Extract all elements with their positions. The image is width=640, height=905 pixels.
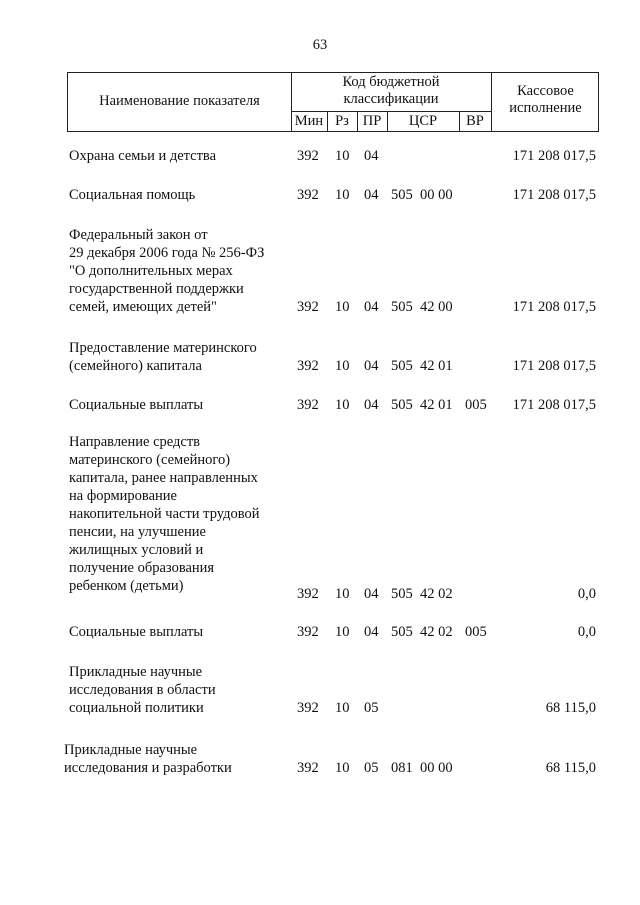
cell-min: 392 [297, 700, 319, 716]
cell-amount: 171 208 017,5 [512, 187, 596, 203]
cell-amount: 171 208 017,5 [512, 148, 596, 164]
header-amount-line: Кассовое [517, 83, 574, 99]
row-name-line: на формирование [69, 488, 177, 504]
row-name-line: ребенком (детьми) [69, 578, 184, 594]
cell-rz: 10 [335, 760, 350, 776]
header-vr: ВР [466, 113, 484, 129]
cell-csr: 505 42 01 [391, 397, 453, 413]
row-name-line: Федеральный закон от [69, 227, 208, 243]
row-name-line: Охрана семьи и детства [69, 148, 217, 164]
row-name-line: "О дополнительных мерах [69, 263, 233, 279]
cell-min: 392 [297, 187, 319, 203]
header-csr: ЦСР [408, 113, 438, 129]
cell-rz: 10 [335, 397, 350, 413]
header-name-column: Наименование показателя [99, 93, 260, 109]
cell-rz: 10 [335, 358, 350, 374]
header-min: Мин [294, 113, 324, 129]
table-row [0, 396, 640, 414]
row-name-line: капитала, ранее направленных [69, 470, 258, 486]
row-name-line: (семейного) капитала [69, 358, 202, 374]
cell-min: 392 [297, 586, 319, 602]
cell-csr: 505 42 02 [391, 586, 453, 602]
cell-pr: 04 [364, 586, 379, 602]
row-name-line: исследования в области [69, 682, 216, 698]
cell-rz: 10 [335, 624, 350, 640]
cell-amount: 171 208 017,5 [512, 358, 596, 374]
row-name-line: Социальные выплаты [69, 397, 204, 413]
row-name-line: исследования и разработки [64, 760, 232, 776]
row-name-line: Прикладные научные [64, 742, 198, 758]
row-name-line: Прикладные научные [69, 664, 203, 680]
cell-min: 392 [297, 624, 319, 640]
cell-vr: 005 [465, 624, 487, 640]
cell-min: 392 [297, 397, 319, 413]
table-header [67, 72, 599, 132]
cell-pr: 04 [364, 624, 379, 640]
row-name-line: государственной поддержки [69, 281, 244, 297]
cell-pr: 05 [364, 760, 379, 776]
header-rz: Рз [335, 113, 349, 129]
cell-min: 392 [297, 760, 319, 776]
table-row [0, 186, 640, 204]
header-amount-column [491, 83, 600, 117]
cell-csr: 505 00 00 [391, 187, 453, 203]
cell-pr: 04 [364, 299, 379, 315]
table-row [0, 699, 640, 717]
cell-amount: 171 208 017,5 [512, 397, 596, 413]
table-row-name [69, 433, 259, 595]
cell-csr: 505 42 02 [391, 624, 453, 640]
cell-amount: 0,0 [577, 624, 596, 640]
row-name-line: получение образования [69, 560, 215, 576]
row-name-line: социальной политики [69, 700, 204, 716]
page-number: 63 [312, 37, 328, 53]
row-name-line: Предоставление материнского [69, 340, 257, 356]
row-name-line: 29 декабря 2006 года № 256-ФЗ [69, 245, 265, 261]
cell-pr: 04 [364, 148, 379, 164]
table-row [0, 298, 640, 316]
cell-pr: 05 [364, 700, 379, 716]
cell-min: 392 [297, 299, 319, 315]
header-pr: ПР [362, 113, 382, 129]
header-code-line: классификации [343, 91, 439, 107]
header-code-line: Код бюджетной [342, 74, 440, 90]
row-name-line: Направление средств [69, 434, 200, 450]
cell-amount: 68 115,0 [545, 760, 596, 776]
row-name-line: пенсии, на улучшение [69, 524, 206, 540]
cell-min: 392 [297, 148, 319, 164]
row-name-line: Социальная помощь [69, 187, 196, 203]
table-row [0, 147, 640, 165]
cell-rz: 10 [335, 187, 350, 203]
table-row [0, 357, 640, 375]
row-name-line: семей, имеющих детей" [69, 299, 217, 315]
cell-rz: 10 [335, 586, 350, 602]
table-row [0, 585, 640, 603]
cell-pr: 04 [364, 397, 379, 413]
cell-pr: 04 [364, 187, 379, 203]
cell-amount: 171 208 017,5 [512, 299, 596, 315]
cell-csr: 505 42 01 [391, 358, 453, 374]
table-row [0, 759, 640, 777]
cell-rz: 10 [335, 299, 350, 315]
cell-min: 392 [297, 358, 319, 374]
row-name-line: Социальные выплаты [69, 624, 204, 640]
header-amount-line: исполнение [509, 100, 582, 116]
cell-amount: 0,0 [577, 586, 596, 602]
cell-amount: 68 115,0 [545, 700, 596, 716]
row-name-line: жилищных условий и [69, 542, 204, 558]
cell-csr: 505 42 00 [391, 299, 453, 315]
row-name-line: материнского (семейного) [69, 452, 231, 468]
cell-vr: 005 [465, 397, 487, 413]
header-divider [291, 111, 491, 112]
cell-rz: 10 [335, 148, 350, 164]
cell-pr: 04 [364, 358, 379, 374]
cell-csr: 081 00 00 [391, 760, 453, 776]
table-row [0, 623, 640, 641]
cell-rz: 10 [335, 700, 350, 716]
row-name-line: накопительной части трудовой [69, 506, 260, 522]
header-code-group [291, 74, 491, 108]
